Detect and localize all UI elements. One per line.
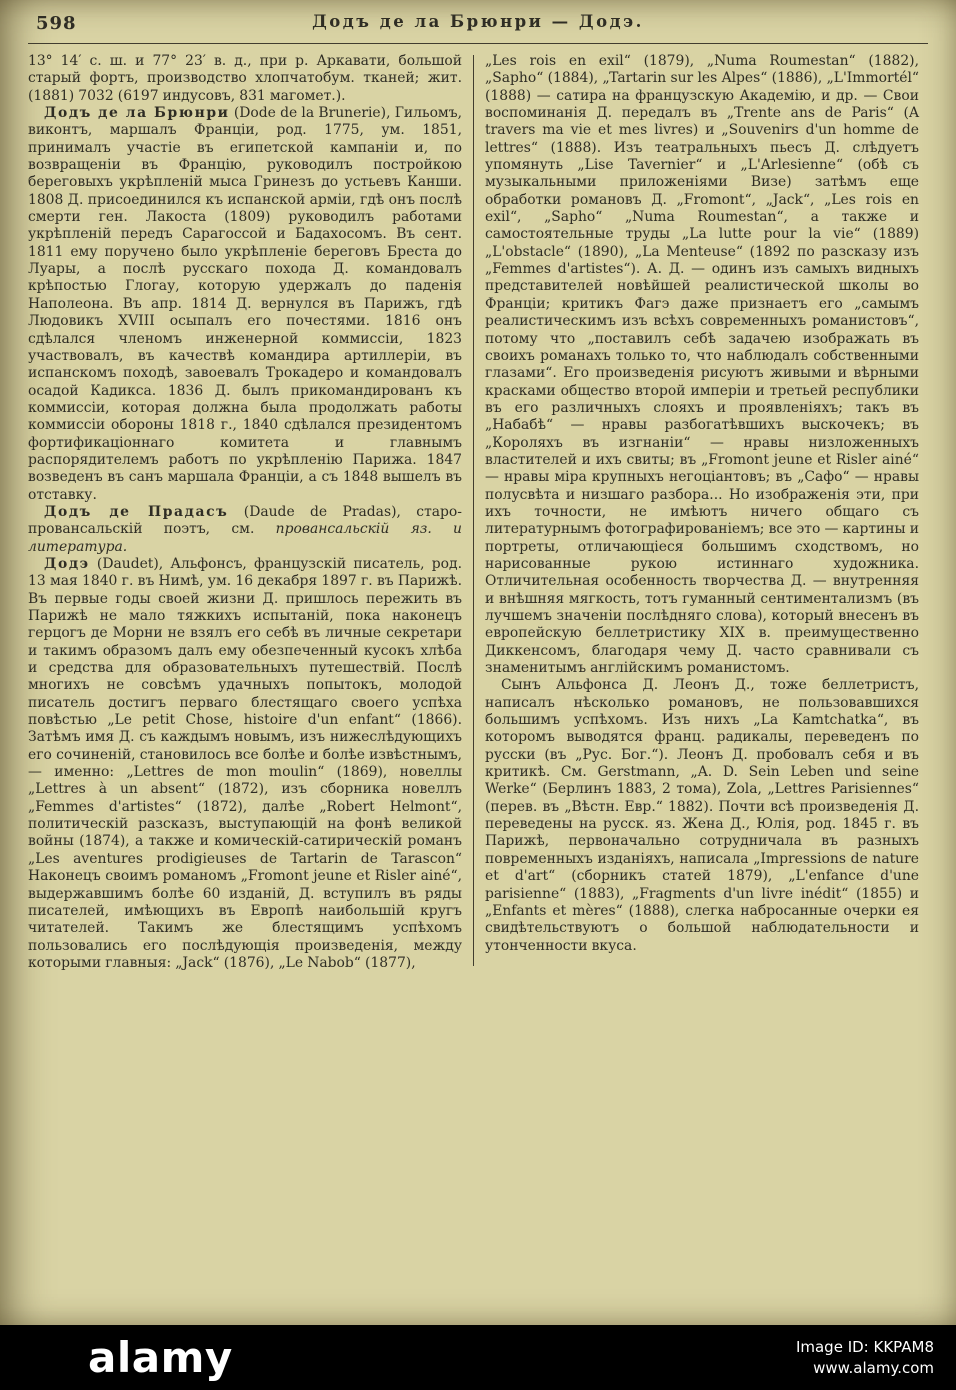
column-divider [473,55,474,966]
alamy-logo: alamy [88,1332,233,1382]
entry-daude-de-pradas [28,504,462,556]
alamy-url: www.alamy.com [813,1358,934,1377]
paragraph-text: „Les rois en exil“ (1879), „Numa Roumestan“ (1882), „Sapho“ (1884), „Tartarin sur les Alpes“ (1886), „L'Immortél“ (1888) — сатира на французскую Академію, и др. — Свои воспоминанія Д. передалъ въ „Trente ans de Paris“ (A travers ma vie et mes livres) и „Souvenirs d'un homme de lettres“ (1888). Изъ театральныхъ пьесъ Д. слѣдуетъ упомянуть „Lise Tavernier“ и „L'Arlesienne“ (обѣ съ музыкальными приложеніями Визе) затѣмъ еще обработки романовъ Д. „Fromont“, „Jack“, „Les rois en exil“, „Sapho“ „Numa Roumestan“, а также и самостоятельные труды „La lutte pour la vie“ (1889) „L'obstacle“ (1890), „La Menteuse“ (1892 по разсказу изъ „Femmes d'artistes“). А. Д. — одинъ изъ самыхъ видныхъ представителей новѣйшей реалистической школы во Франціи; критикъ Фагэ даже признаетъ его „самымъ реалистическимъ изъ всѣхъ современныхъ романистовъ“, потому что „поставилъ себѣ задачею изображать въ своихъ романахъ только то, что наблюдалъ собственными глазами“. Его произведенія рисуютъ живыми и вѣрными красками общество второй имперіи и третьей республики въ его различныхъ слояхъ и проявленіяхъ; такъ въ „Набабѣ“ — нравы разбогатѣвшихъ выскочекъ; въ „Короляхъ въ изгнаніи“ — нравы низложенныхъ властителей и ихъ свиты; въ „Fromont jeune et Risler ainé“ — нравы міра крупныхъ негоціантовъ; въ „Сафо“ — нравы полусвѣта и низшаго разбора... Но изображенія эти, при ихъ точности, не имѣютъ ничего общаго съ литературнымъ фотографированіемъ; все это — картины и портреты, отличающіеся большимъ сходствомъ, но нарисованные рукою истиннаго художника. Отличительная особенность творчества Д. — внутренняя и внѣшняя мягкость, тотъ гуманный сентиментализмъ (въ лучшемъ значеніи послѣдняго слова), который внесенъ въ европейскую беллетристику XIX в. преимущественно Диккенсомъ, благодаря чему Д. часто сравнивали съ знаменитымъ англійскимъ романистомъ. [485,53,919,677]
entry-headword: Додъ де ла Брюнри [44,105,230,122]
page-header [18,12,938,38]
left-column [28,53,462,972]
paragraph-text: 13° 14′ с. ш. и 77° 23′ в. д., при р. Аркавати, большой старый фортъ, производство хлопчатобум. тканей; жит. (1881) 7032 (6197 индусовъ, 831 магомет.). [28,53,462,104]
paragraph-text: (Daudet), Альфонсъ, французскій писатель, род. 13 мая 1840 г. въ Нимѣ, ум. 16 декабря 1897 г. въ Парижѣ. Въ первые годы своей жизни Д. пришлось пережить въ Парижѣ не мало тяжкихъ испытаній, пока наконецъ герцогъ де Морни не взялъ его себѣ въ личные секретари и такимъ образомъ далъ ему обезпеченный кусокъ хлѣба и средства для образовательныхъ путешествій. Послѣ многихъ не совсѣмъ удачныхъ попытокъ, молодой писатель достигъ перваго блестящаго своего успѣха повѣстью „Le petit Chose, histoire d'un enfant“ (1866). Затѣмъ имя Д. съ каждымъ новымъ, изъ нижеслѣдующихъ его сочиненій, становилось все болѣе и болѣе извѣстнымъ, — именно: „Lettres de mon moulin“ (1869), новеллы „Lettres à un absent“ (1872), изъ сборника новеллъ „Femmes d'artistes“ (1872), далѣе „Robert Helmont“, политическій разсказъ, выступающій на фонѣ великой войны (1874), а также и комическій-сатирическій романъ „Les aventures prodigieuses de Tartarin de Tarascon“ Наконецъ своимъ романомъ „Fromont jeune et Risler ainé“, выдержавшимъ болѣе 60 изданій, Д. вступилъ въ ряды писателей, имѣющихъ въ Европѣ наибольшій кругъ читателей. Такимъ же блестящимъ успѣхомъ пользовались его послѣдующія произведенія, между которыми главныя: „Jack“ (1876), „Le Nabob“ (1877), [28,555,462,971]
page-number: 598 [36,13,77,34]
alamy-info [796,1337,934,1379]
running-title: Додъ де ла Брюнри — Додэ. [312,12,644,31]
entry-headword: Додэ [44,555,90,572]
paragraph-text: (Dode de la Brunerie), Гильомъ, виконтъ, маршалъ Франціи, род. 1775, ум. 1851, принималъ участіе въ египетской кампаніи и, по возвращеніи въ Францію, руководилъ постройкою береговыхъ укрѣпленій мыса Гринезъ до устьевъ Канши. 1808 Д. присоединился къ испанской арміи, гдѣ онъ послѣ смерти ген. Лакоста (1809) руководилъ работами укрѣпленій передъ Сарагоссой и Бадахосомъ. Въ сент. 1811 ему поручено было укрѣпленіе береговъ Бреста до Луары, а послѣ русскаго похода Д. командовалъ крѣпостью Глогау, которую удержалъ до паденія Наполеона. Въ апр. 1814 Д. вернулся въ Парижъ, гдѣ Людовикъ XVIII осыпалъ его почестями. 1816 онъ сдѣлался членомъ инженерной коммиссіи, 1823 участвовалъ, въ качествѣ командира артиллеріи, въ испанскомъ походѣ, завоевалъ Трокадеро и командовалъ осадой Кадикса. 1836 Д. былъ прикомандированъ къ коммиссіи, которая должна была продолжать работы коммиссіи обороны 1818 г., 1840 сдѣлался президентомъ фортификаціоннаго комитета и главнымъ распорядителемъ работъ по укрѣпленію Парижа. 1847 возведенъ въ санъ маршала Франціи, а съ 1848 вышелъ въ отставку. [28,105,462,503]
right-column [485,53,919,972]
paragraph-leon-daudet [485,677,919,955]
entry-dode-de-la-brunerie [28,105,462,504]
paragraph-continuation [28,53,462,105]
alamy-watermark-bar [0,1325,956,1390]
entry-daudet [28,556,462,972]
paragraph-continuation [485,53,919,677]
header-rule [28,43,928,44]
paragraph-text: Сынъ Альфонса Д. Леонъ Д., тоже беллетристъ, написалъ нѣсколько романовъ, не пользовавшихся большимъ успѣхомъ. Изъ нихъ „La Kamtchatka“, въ которомъ выводятся франц. радикалы, переведенъ по русски (въ „Рус. Бог.“). Леонъ Д. пробовалъ себя и въ критикѣ. См. Gerstmann, „A. D. Sein Leben und seine Werke“ (Берлинъ 1883, 2 тома), Zola, „Lettres Parisiennes“ (перев. въ „Вѣстн. Евр.“ 1882). Почти всѣ произведенія Д. переведены на русск. яз. Жена Д., Юлія, род. 1845 г. въ Парижѣ, первоначально сотрудничала въ разныхъ повременныхъ изданіяхъ, написала „Impressions de nature et d'art“ (сборникъ статей 1879), „L'enfance d'une parisienne“ (1883), „Fragments d'un livre inédit“ (1855) и „Enfants et mères“ (1888), слегка набросанные очерки ея свидѣтельствуютъ о большой наблюдательности и утонченности вкуса. [485,677,919,954]
image-id-label: Image ID: KKPAM8 [795,1337,934,1356]
text-columns [18,53,938,972]
cross-reference-italic: провансальскій яз. и литература. [28,521,462,555]
entry-headword: Додъ де Прадасъ [44,503,229,520]
paragraph-text: (Daude de Pradas), старо-провансальскій поэтъ, см. [28,503,462,538]
